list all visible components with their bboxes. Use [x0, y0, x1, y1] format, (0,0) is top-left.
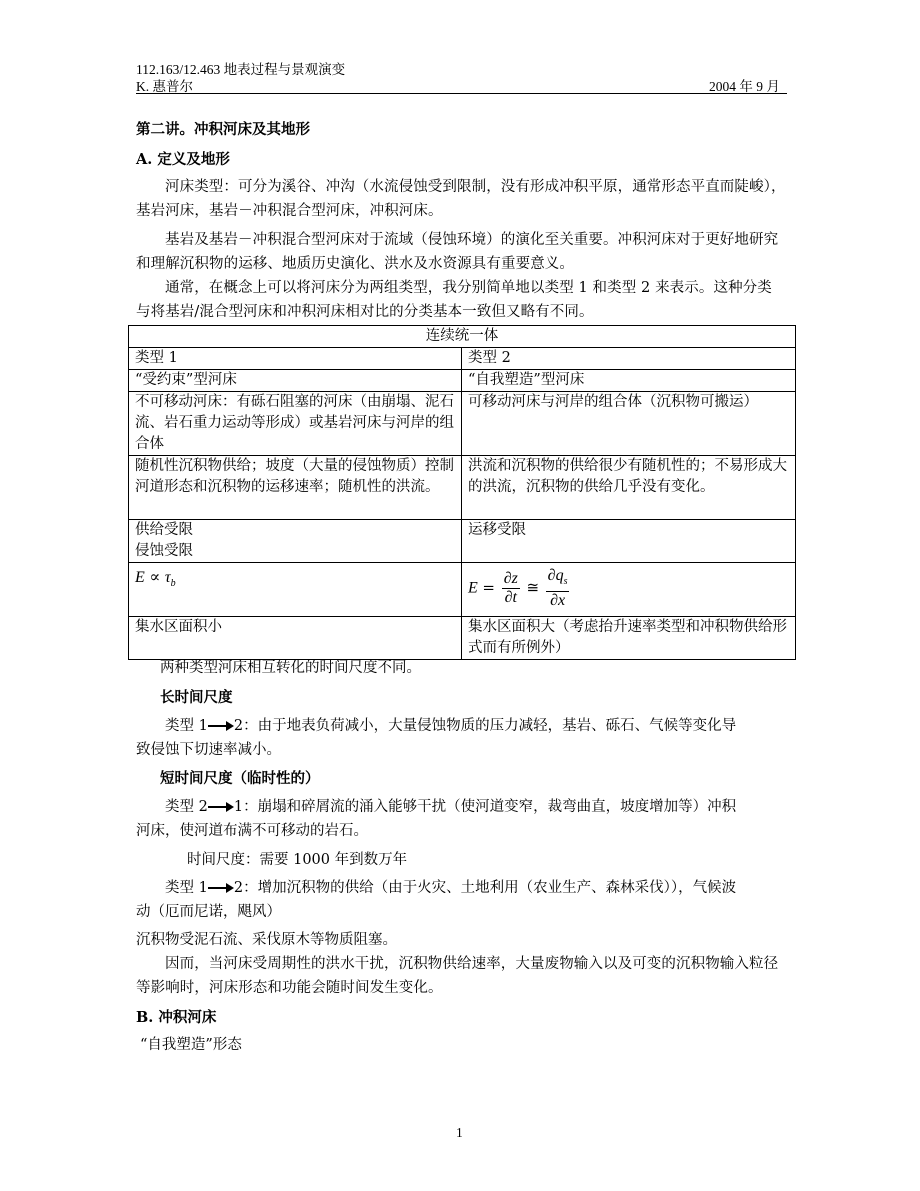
- table-row: [129, 456, 796, 520]
- right-arrow-icon: [208, 802, 234, 812]
- type2-heading: 类型 2: [462, 348, 796, 370]
- course-code: 112.163/12.463 地表过程与景观演变: [136, 62, 346, 77]
- formula-exner: E = $\frac{\partial z}{\partial t}$ ≅ $\frac{\partial q_s}{\partial x}$: [462, 563, 796, 617]
- table-cell: 运移受限: [462, 520, 796, 563]
- paragraph-river-types: 河床类型：可分为溪谷、冲沟（水流侵蚀受到限制，没有形成冲积平原，通常形态平直而陡峻），基岩河床，基岩－冲积混合型河床，冲积河床。: [136, 179, 786, 219]
- table-row: [129, 563, 796, 617]
- paragraph-bedrock-importance: 基岩及基岩－冲积混合型河床对于流域（侵蚀环境）的演化至关重要。冲积河床对于更好地研究和理解沉积物的运移、地质历史演化、洪水及水资源具有重要意义。: [136, 232, 779, 272]
- table-cell: 洪流和沉积物的供给很少有随机性的；不易形成大的洪流，沉积物的供给几乎没有变化。: [462, 456, 796, 520]
- right-arrow-icon: [208, 883, 234, 893]
- table-cell: “自我塑造”型河床: [462, 370, 796, 392]
- short-timescale-line-1b: 河床，使河道布满不可移动的岩石。: [136, 823, 368, 839]
- section-a-heading: A. 定义及地形: [136, 151, 230, 168]
- table-row: [129, 392, 796, 456]
- lecture-title: 第二讲。冲积河床及其地形: [136, 121, 310, 138]
- table-row: [129, 520, 796, 563]
- section-b-heading: B. 冲积河床: [136, 1009, 217, 1026]
- paragraph-classification: 通常，在概念上可以将河床分为两组类型，我分别简单地以类型 1 和类型 2 来表示。这种分类与将基岩/混合型河床和冲积河床相对比的分类基本一致但又略有不同。: [136, 280, 772, 320]
- debris-blocking-line: 沉积物受泥石流、采伐原木等物质阻塞。: [136, 932, 397, 948]
- table-row: [129, 370, 796, 392]
- erosion-limited-label: 侵蚀受限: [135, 543, 193, 559]
- table-cell: 随机性沉积物供给；坡度（大量的侵蚀物质）控制河道形态和沉积物的运移速率；随机性的洪流。: [129, 456, 462, 520]
- right-arrow-icon: [208, 721, 234, 731]
- table-row: [129, 617, 796, 660]
- short-timescale-heading: 短时间尺度（临时性的）: [160, 770, 320, 787]
- short-timescale-line-1: 类型 2 1：崩塌和碎屑流的涌入能够干扰（使河道变窄，裁弯曲直，坡度增加等）冲积: [165, 799, 737, 815]
- long-timescale-line: 类型 1 2：由于地表负荷减小，大量侵蚀物质的压力减轻，基岩、砾石、气候等变化导: [165, 718, 737, 734]
- formula-erosion-shear: $E \propto \tau_b$: [129, 563, 462, 617]
- table-cell: 集水区面积小: [129, 617, 462, 660]
- table-cell: 集水区面积大（考虑抬升速率类型和冲积物供给形式而有所例外）: [462, 617, 796, 660]
- table-cell: 不可移动河床：有砾石阻塞的河床（由崩塌、泥石流、岩石重力运动等形成）或基岩河床与河岸的组合体: [129, 392, 462, 456]
- short-timescale-line-2b: 动（厄而尼诺，飓风）: [136, 904, 281, 920]
- table-cell: 可移动河床与河岸的组合体（沉积物可搬运）: [462, 392, 796, 456]
- short-timescale-duration: 时间尺度：需要 1000 年到数万年: [187, 852, 408, 868]
- supply-limited-label: 供给受限: [135, 522, 193, 538]
- table-cell: “受约束”型河床: [129, 370, 462, 392]
- closing-paragraph: 因而，当河床受周期性的洪水干扰，沉积物供给速率，大量废物输入以及可变的沉积物输入粒径等影响时，河床形态和功能会随时间发生变化。: [136, 956, 779, 996]
- page-number: 1: [456, 1125, 463, 1140]
- header-date: 2004 年 9 月: [709, 79, 780, 94]
- short-timescale-line-2: 类型 1 2：增加沉积物的供给（由于火灾、土地利用（农业生产、森林采伐）），气候波: [165, 880, 737, 896]
- table-header-continuum: 连续统一体: [129, 326, 796, 348]
- type1-heading: 类型 1: [129, 348, 462, 370]
- author-name: K. 惠普尔: [136, 79, 193, 94]
- table-cell: [129, 520, 462, 563]
- self-formed-subheading: “自我塑造”形态: [140, 1037, 242, 1053]
- comparison-table: [128, 325, 796, 660]
- long-timescale-line-2: 致侵蚀下切速率减小。: [136, 742, 281, 758]
- header-rule: [136, 93, 787, 94]
- table-row: [129, 326, 796, 348]
- timescale-intro: 两种类型河床相互转化的时间尺度不同。: [160, 660, 421, 676]
- long-timescale-heading: 长时间尺度: [160, 689, 233, 706]
- table-row: [129, 348, 796, 370]
